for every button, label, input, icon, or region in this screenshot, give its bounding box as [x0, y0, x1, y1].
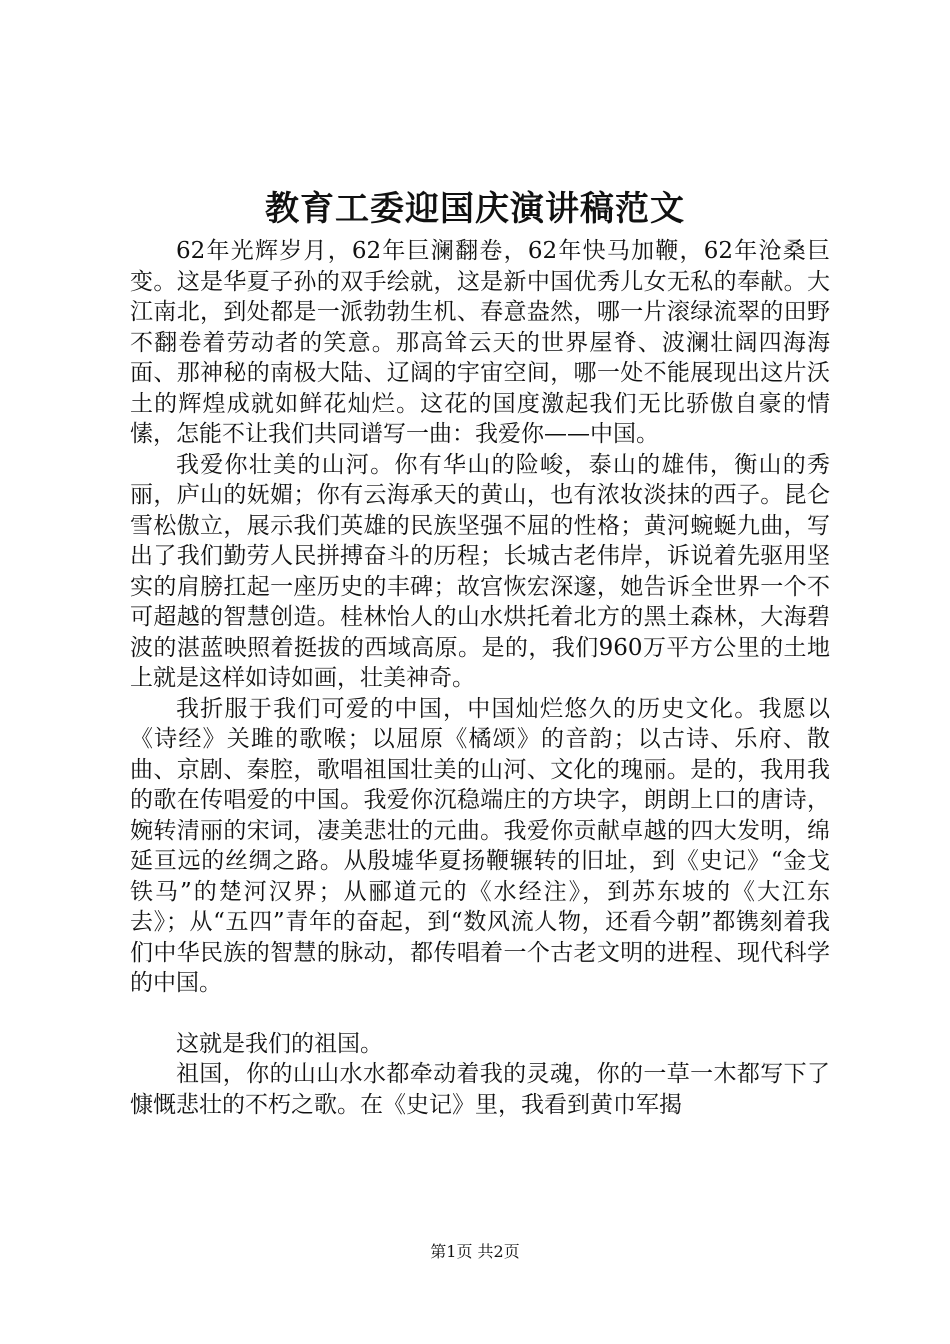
- page-title: 教育工委迎国庆演讲稿范文: [265, 189, 685, 229]
- paragraph-2: 我爱你壮美的山河。你有华山的险峻，泰山的雄伟，衡山的秀丽，庐山的妩媚；你有云海承天的黄山，也有浓妆淡抹的西子。昆仑雪松傲立，展示我们英雄的民族坚强不屈的性格；黄河蜿蜒九曲，写出了我们勤劳人民拼搏奋斗的历程；长城古老伟岸，诉说着先驱用坚实的肩膀扛起一座历史的丰碑；故宫恢宏深邃，她告诉全世界一个不可超越的智慧创造。桂林怡人的山水烘托着北方的黑土森林，大海碧波的湛蓝映照着挺拔的西域高原。是的，我们960万平方公里的土地上就是这样如诗如画，壮美神奇。: [130, 451, 830, 691]
- document-body: [130, 236, 830, 1120]
- page-footer: 第1页 共2页: [430, 1242, 520, 1261]
- paragraph-spacer: [130, 999, 830, 1029]
- paragraph-1: 62年光辉岁月，62年巨澜翻卷，62年快马加鞭，62年沧桑巨变。这是华夏子孙的双手绘就，这是新中国优秀儿女无私的奉献。大江南北，到处都是一派勃勃生机、春意盎然，哪一片滚绿流翠的田野不翻卷着劳动者的笑意。那高耸云天的世界屋脊、波澜壮阔四海海面、那神秘的南极大陆、辽阔的宇宙空间，哪一处不能展现出这片沃土的辉煌成就如鲜花灿烂。这花的国度激起我们无比骄傲自豪的情愫，怎能不让我们共同谱写一曲：我爱你——中国。: [130, 238, 830, 447]
- paragraph-5: 祖国，你的山山水水都牵动着我的灵魂，你的一草一木都写下了慷慨悲壮的不朽之歌。在《史记》里，我看到黄巾军揭: [130, 1061, 830, 1118]
- paragraph-4: 这就是我们的祖国。: [176, 1030, 383, 1057]
- paragraph-3: 我折服于我们可爱的中国，中国灿烂悠久的历史文化。我愿以《诗经》关雎的歌喉；以屈原《橘颂》的音韵；以古诗、乐府、散曲、京剧、秦腔，歌唱祖国壮美的山河、文化的瑰丽。是的，我用我的歌在传唱爱的中国。我爱你沉稳端庄的方块字，朗朗上口的唐诗，婉转清丽的宋词，凄美悲壮的元曲。我爱你贡献卓越的四大发明，绵延亘远的丝绸之路。从殷墟华夏扬鞭辗转的旧址，到《史记》“金戈铁马”的楚河汉界；从郦道元的《水经注》，到苏东坡的《大江东去》；从“五四”青年的奋起，到“数风流人物，还看今朝”都镌刻着我们中华民族的智慧的脉动，都传唱着一个古老文明的进程、现代科学的中国。: [130, 695, 830, 996]
